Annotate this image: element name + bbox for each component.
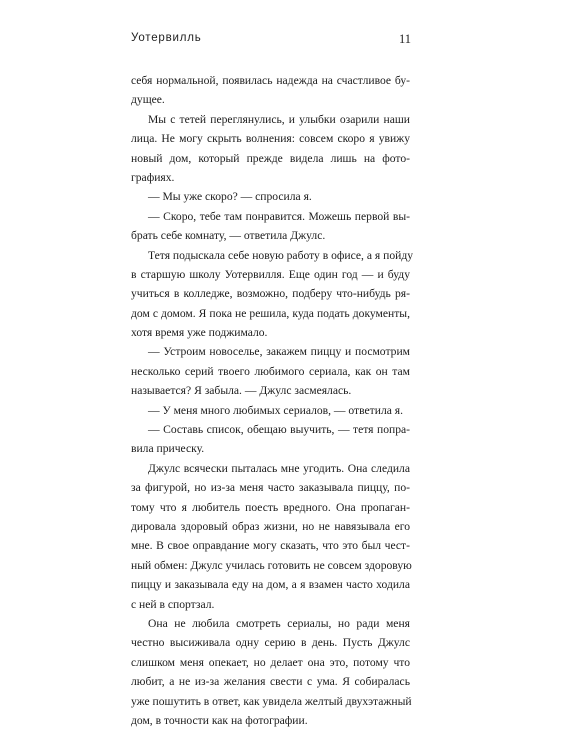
text-line: — У меня много любимых сериалов, — ответила я. <box>148 403 404 417</box>
text-line: дом, в точности как на фотографии. <box>131 713 308 727</box>
text-line: учиться в колледже, возможно, подберу что-нибудь ря- <box>131 287 410 301</box>
running-title: Уотервилль <box>131 32 202 44</box>
text-line: несколько серий твоего любимого сериала, как он там <box>131 364 410 378</box>
text-line: тому что я любитель поесть вредного. Она пропаган- <box>131 500 410 514</box>
text-line: — Составь список, обещаю выучить, — тетя попра- <box>148 423 410 437</box>
text-line: за фигурой, но из-за меня часто заказывала пиццу, по- <box>131 481 410 495</box>
text-line: дировала здоровый образ жизни, но не навязывала его <box>131 519 410 533</box>
text-line: пиццу и заказывала еду на дом, а я взамен часто ходила <box>131 578 410 592</box>
text-line: называется? Я забыла. — Джулс засмеялась. <box>131 384 352 398</box>
text-line: графиях. <box>131 170 175 184</box>
text-line: себя нормальной, появилась надежда на счастливое бу- <box>131 74 410 87</box>
page-header <box>131 32 411 50</box>
text-line: мне. В свое оправдание могу сказать, что это был чест- <box>131 539 410 553</box>
page-number: 11 <box>398 32 411 46</box>
text-line: — Устроим новоселье, закажем пиццу и посмотрим <box>148 345 410 359</box>
text-line: Она не любила смотреть сериалы, но ради меня <box>148 616 410 630</box>
text-line: хотя время уже поджимало. <box>131 326 268 340</box>
text-line: честно высиживала одну серию в день. Пусть Джулс <box>131 636 410 650</box>
text-line: лица. Не могу скрыть волнения: совсем скоро я увижу <box>131 132 410 146</box>
text-line: Тетя подыскала себе новую работу в офисе, а я пойду <box>148 248 414 262</box>
text-line: с ней в спортзал. <box>131 597 215 611</box>
text-line: вила прическу. <box>131 442 205 456</box>
text-line: Мы с тетей переглянулись, и улыбки озарили наши <box>148 112 410 126</box>
text-line: дущее. <box>131 93 165 107</box>
text-line: в старшую школу Уотервилля. Еще один год — и буду <box>131 267 410 281</box>
text-line: любит, а не из-за желания свести с ума. Я собиралась <box>131 675 410 689</box>
text-line: новый дом, который прежде видела лишь на фото- <box>131 151 410 165</box>
text-line: Джулс всячески пыталась мне угодить. Она следила <box>148 461 410 475</box>
text-line: — Мы уже скоро? — спросила я. <box>148 190 312 204</box>
text-line: — Скоро, тебе там понравится. Можешь первой вы- <box>148 209 410 223</box>
body-text <box>131 71 414 730</box>
text-line: уже пошутить в ответ, как увидела желтый двухэтажный <box>131 694 412 708</box>
text-line: брать себе комнату, — ответила Джулс. <box>131 229 326 243</box>
text-line: слишком меня опекает, но делает она это, потому что <box>131 655 410 669</box>
text-line: дом с домом. Я пока не решила, куда подать документы, <box>131 306 410 320</box>
text-line: ный обмен: Джулс училась готовить не совсем здоровую <box>131 558 412 572</box>
